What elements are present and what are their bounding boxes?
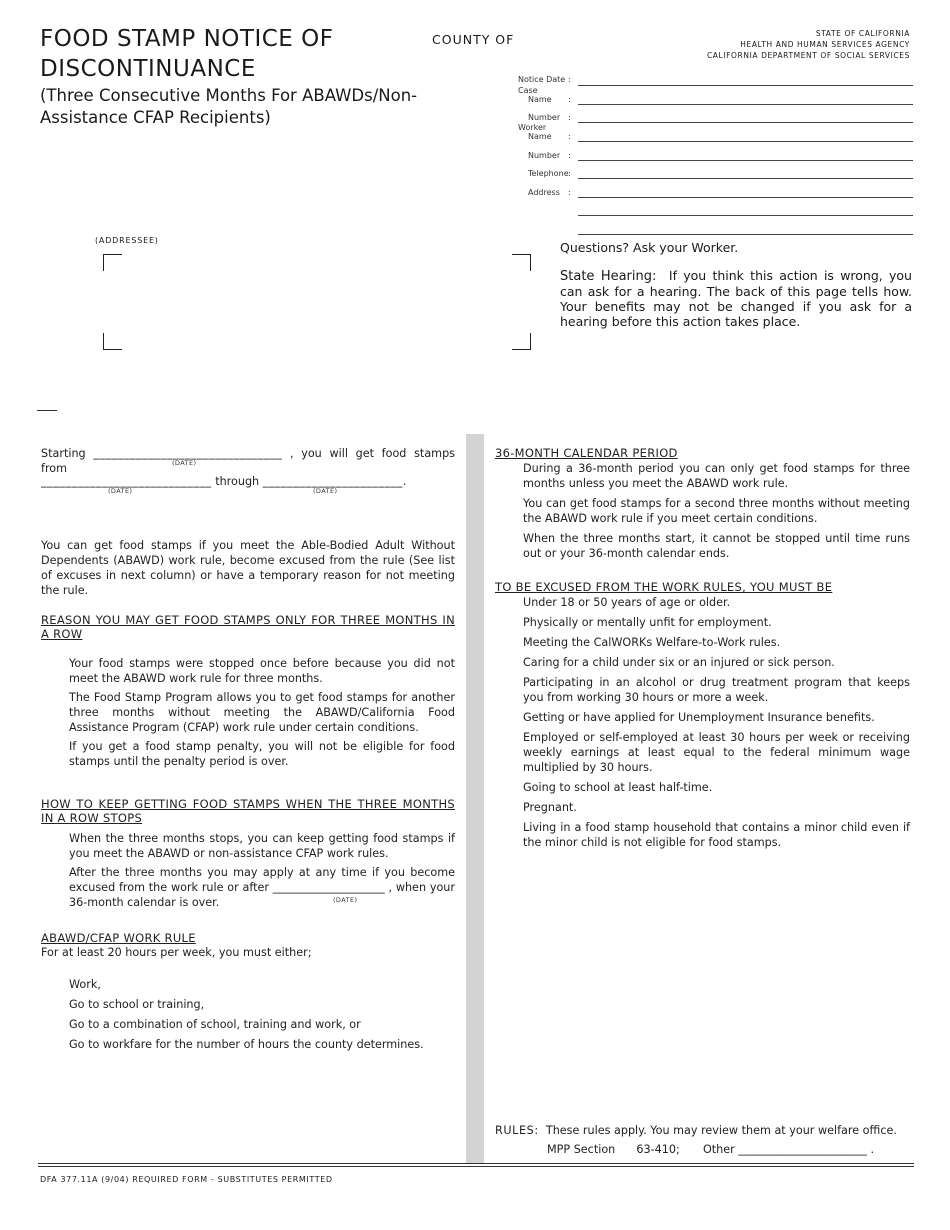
field-worker-number (528, 151, 576, 160)
excused-item: Under 18 or 50 years of age or older. (523, 596, 731, 609)
keep-item-text: After the three months you may apply at any time if you become excused from the work rule or after (69, 866, 455, 894)
starting-label: Starting (41, 447, 86, 460)
other-label: Other (702, 1143, 735, 1156)
field-case-number (528, 113, 576, 122)
mpp-value: 63-410; (636, 1143, 680, 1156)
field-label: Notice Date (518, 75, 566, 84)
fold-mark (37, 410, 57, 411)
reason-heading: REASON YOU MAY GET FOOD STAMPS ONLY FOR THREE MONTHS IN A ROW (41, 613, 455, 641)
date-caption: (DATE) (172, 459, 197, 467)
excused-item: Employed or self-employed at least 30 hours per week or receiving weekly earnings at least equal to the federal minimum wage multiplied by 30 hours. (523, 731, 910, 774)
field-sublabel: Name (528, 95, 552, 104)
form-title: FOOD STAMP NOTICE OF DISCONTINUANCE (40, 26, 334, 82)
agency-line-hhs: HEALTH AND HUMAN SERVICES AGENCY (740, 40, 910, 49)
state-hearing-block (560, 268, 912, 329)
field-label: Case (518, 86, 538, 95)
from-date-blank[interactable]: ____________________________ (41, 475, 212, 488)
field-sublabel: Address (528, 188, 560, 197)
through-label: through (215, 475, 260, 488)
rules-label: RULES: (495, 1124, 539, 1137)
column-divider (466, 434, 484, 1164)
field-address (528, 188, 576, 197)
period-end: . (402, 475, 407, 488)
work-rule-item: Go to a combination of school, training and work, or (69, 1018, 361, 1031)
form-subtitle: (Three Consecutive Months For ABAWDs/Non-Assistance CFAP Recipients) (40, 86, 418, 127)
footer-rule-bottom (38, 1166, 914, 1167)
worker-name-input[interactable] (578, 141, 913, 142)
keep-list (69, 831, 455, 910)
footer-rule-top (38, 1163, 914, 1164)
field-sublabel: Number (528, 151, 561, 160)
keep-item: When the three months stops, you can keep getting food stamps if you meet the ABAWD or non-assistance CFAP work rules. (69, 832, 455, 860)
reason-item: Your food stamps were stopped once before because you did not meet the ABAWD work rule for three months. (69, 657, 455, 685)
field-colon: : (568, 188, 571, 197)
field-worker-label (518, 123, 546, 132)
agency-line-cdss: CALIFORNIA DEPARTMENT OF SOCIAL SERVICES (706, 51, 910, 60)
excused-item: Caring for a child under six or an injured or sick person. (523, 656, 835, 669)
excused-item: Physically or mentally unfit for employment. (523, 616, 772, 629)
rules-text: These rules apply. You may review them at your welfare office. (545, 1124, 897, 1137)
field-colon: : (568, 75, 571, 84)
field-colon: : (568, 95, 571, 104)
work-rule-list (69, 975, 455, 1055)
excused-heading: TO BE EXCUSED FROM THE WORK RULES, YOU MUST BE (495, 580, 833, 594)
through-date-blank[interactable]: _______________________ (262, 475, 403, 488)
other-end: . (870, 1143, 875, 1156)
address-window-corner-bl (103, 333, 122, 350)
starting-line (41, 446, 455, 476)
calendar-end-date-blank[interactable]: ____________________ (272, 881, 385, 894)
worker-number-input[interactable] (578, 160, 913, 161)
date-caption: (DATE) (108, 487, 133, 495)
case-number-input[interactable] (578, 122, 913, 123)
field-sublabel: Number (528, 113, 561, 122)
address-input-line-3[interactable] (578, 234, 913, 235)
address-input-line-1[interactable] (578, 197, 913, 198)
date-caption: (DATE) (333, 896, 358, 904)
work-rule-item: Go to workfare for the number of hours the county determines. (69, 1038, 424, 1051)
through-line (41, 474, 455, 489)
date-caption: (DATE) (313, 487, 338, 495)
mpp-line (547, 1142, 912, 1157)
work-rule-heading: ABAWD/CFAP WORK RULE (41, 931, 196, 945)
field-label: Worker (518, 123, 547, 132)
field-colon: : (568, 132, 571, 141)
address-window-corner-br (512, 333, 531, 350)
telephone-input[interactable] (578, 178, 913, 179)
addressee-label: (ADDRESSEE) (95, 236, 159, 245)
form-footer: DFA 377.11A (9/04) REQUIRED FORM - SUBSTITUTES PERMITTED (40, 1175, 333, 1184)
reason-item: The Food Stamp Program allows you to get food stamps for another three months without meeting the ABAWD/California Food Assistance Program (CFAP) work rule under certain conditions. (69, 691, 455, 734)
field-sublabel: Telephone (528, 169, 569, 178)
calendar-list (523, 461, 910, 561)
address-window-corner-tr (512, 254, 531, 271)
agency-line-state: STATE OF CALIFORNIA (815, 29, 910, 38)
calendar-item: During a 36-month period you can only get food stamps for three months unless you meet the ABAWD work rule. (523, 462, 910, 490)
field-sublabel: Name (528, 132, 552, 141)
address-input-line-2[interactable] (578, 215, 913, 216)
other-blank[interactable]: _______________________ (738, 1143, 867, 1156)
calendar-item: You can get food stamps for a second three months without meeting the ABAWD work rule if you meet certain conditions. (523, 497, 910, 525)
excused-item: Getting or have applied for Unemployment Insurance benefits. (523, 711, 875, 724)
starting-date-blank[interactable]: _______________________________ (93, 447, 283, 460)
field-telephone (528, 169, 576, 178)
reason-item: If you get a food stamp penalty, you will not be eligible for food stamps until the penalty period is over. (69, 740, 455, 768)
starting-rest: , you will get food stamps from (41, 447, 456, 475)
hearing-text: If you think this action is wrong, you can ask for a hearing. The back of this page tells how. Your benefits may not be changed if you ask for a hearing before this action takes place. (560, 268, 912, 329)
work-rule-item: Work, (69, 978, 101, 991)
excused-item: Living in a food stamp household that contains a minor child even if the minor child is not eligible for food stamps. (523, 821, 910, 849)
excused-item: Pregnant. (523, 801, 577, 814)
field-colon: : (568, 113, 571, 122)
keep-item (69, 865, 455, 910)
field-colon: : (568, 169, 571, 178)
work-rule-intro: For at least 20 hours per week, you must either; (41, 946, 312, 959)
work-rule-item: Go to school or training, (69, 998, 205, 1011)
field-case-name (528, 95, 576, 104)
excused-item: Meeting the CalWORKs Welfare-to-Work rules. (523, 636, 781, 649)
excused-item: Going to school at least half-time. (523, 781, 713, 794)
questions-text: Questions? Ask your Worker. (560, 240, 739, 255)
agency-block (707, 28, 910, 61)
calendar-heading: 36-MONTH CALENDAR PERIOD (495, 446, 678, 460)
field-case-label (518, 86, 538, 95)
notice-date-input[interactable] (578, 85, 913, 86)
field-worker-name (528, 132, 576, 141)
field-notice-date (518, 75, 576, 84)
rules-line (495, 1123, 910, 1138)
keep-heading: HOW TO KEEP GETTING FOOD STAMPS WHEN THE THREE MONTHS IN A ROW STOPS (41, 797, 455, 825)
reason-list (69, 656, 455, 769)
field-colon: : (568, 151, 571, 160)
address-window-corner-tl (103, 254, 122, 271)
excused-item: Participating in an alcohol or drug treatment program that keeps you from working 30 hours or more a week. (523, 676, 910, 704)
keep-item-text: , when your 36-month calendar is over. (69, 881, 455, 909)
case-name-input[interactable] (578, 104, 913, 105)
county-label: COUNTY OF (432, 32, 515, 47)
calendar-item: When the three months start, it cannot be stopped until time runs out or your 36-month calendar ends. (523, 532, 910, 560)
mpp-label: MPP Section (547, 1143, 616, 1156)
intro-paragraph: You can get food stamps if you meet the Able-Bodied Adult Without Dependents (ABAWD) work rule, become excused from the rule (See list of excuses in next column) or have a temporary reason for not meeting the rule. (41, 539, 455, 597)
hearing-label: State Hearing: (560, 269, 657, 284)
excused-list (523, 595, 910, 850)
